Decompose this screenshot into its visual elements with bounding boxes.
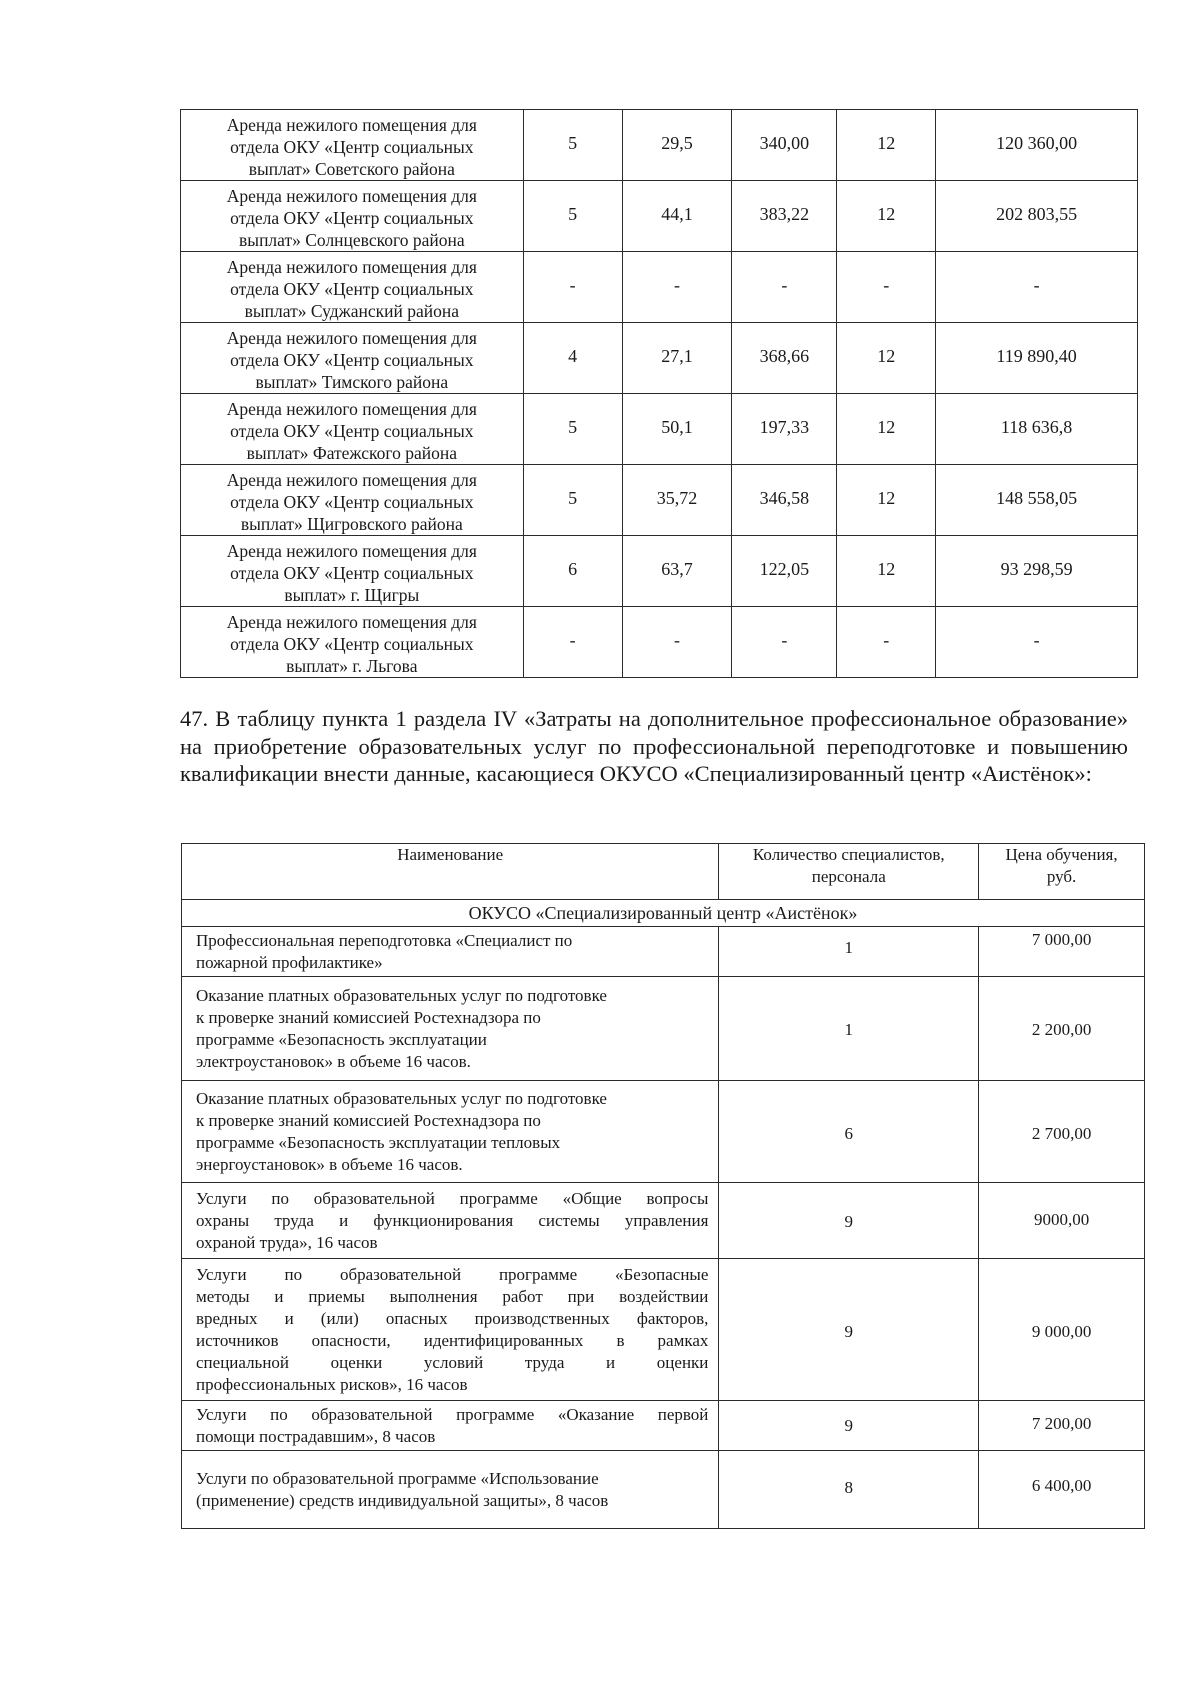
training-name-line: охраной труда», 16 часов (196, 1233, 378, 1252)
training-price-cell (979, 977, 1145, 1081)
training-price: 7 000,00 (1031, 930, 1092, 949)
training-name-line: вредных и (или) опасных производственных факторов, (196, 1309, 709, 1328)
rent-table-body (181, 110, 1138, 678)
training-qty-cell (719, 1451, 979, 1529)
training-name-line: методы и приемы выполнения работ при воздействии (196, 1287, 709, 1306)
training-row (182, 1183, 1145, 1259)
training-name-line: Услуги по образовательной программе «Общие вопросы (196, 1189, 709, 1208)
rent-name-line: отдела ОКУ «Центр социальных (230, 634, 474, 654)
rent-c4-cell: 12 (837, 110, 936, 181)
training-price: 7 200,00 (1031, 1414, 1092, 1433)
rent-row (181, 323, 1138, 394)
rent-name-line: отдела ОКУ «Центр социальных (230, 137, 474, 157)
rent-c5-cell: 120 360,00 (936, 110, 1138, 181)
training-name-line: программе «Безопасность эксплуатации (196, 1030, 487, 1049)
rent-c5-cell: - (936, 607, 1138, 678)
rent-c4-cell: - (837, 252, 936, 323)
rent-c1-cell: 4 (523, 323, 622, 394)
rent-c5-cell: 118 636,8 (936, 394, 1138, 465)
training-price-cell (979, 1451, 1145, 1529)
rent-c1-cell: - (523, 252, 622, 323)
training-name-line: охраны труда и функционирования системы управления (196, 1211, 709, 1230)
rent-c3-cell: 368,66 (732, 323, 837, 394)
training-qty: 8 (844, 1478, 854, 1497)
rent-c4-cell: 12 (837, 394, 936, 465)
rent-row (181, 536, 1138, 607)
training-name-cell (182, 977, 719, 1081)
rent-table (180, 109, 1138, 678)
training-name-cell (182, 927, 719, 977)
training-row (182, 1081, 1145, 1183)
training-price: 9000,00 (1033, 1210, 1090, 1229)
training-qty-cell (719, 977, 979, 1081)
rent-row (181, 181, 1138, 252)
training-name-line: помощи пострадавшим», 8 часов (196, 1427, 436, 1446)
training-qty: 6 (844, 1124, 854, 1143)
rent-c5-cell: 119 890,40 (936, 323, 1138, 394)
training-name-line: энергоустановок» в объеме 16 часов. (196, 1155, 463, 1174)
rent-name-line: Аренда нежилого помещения для (226, 186, 477, 206)
training-name-line: профессиональных рисков», 16 часов (196, 1375, 468, 1394)
training-name-line: Услуги по образовательной программе «Безопасные (196, 1265, 709, 1284)
training-name-cell (182, 1451, 719, 1529)
rent-c5-cell: 93 298,59 (936, 536, 1138, 607)
rent-c2-cell: 44,1 (622, 181, 732, 252)
training-price: 2 700,00 (1031, 1124, 1092, 1143)
training-name-cell (182, 1183, 719, 1259)
rent-c2-cell: 29,5 (622, 110, 732, 181)
rent-name-line: Аренда нежилого помещения для (226, 399, 477, 419)
rent-c1-cell: 5 (523, 181, 622, 252)
training-name-line: Услуги по образовательной программе «Оказание первой (196, 1405, 709, 1424)
training-price-cell (979, 927, 1145, 977)
rent-name-line: Аренда нежилого помещения для (226, 470, 477, 490)
rent-name-cell (181, 465, 524, 536)
rent-name-line: отдела ОКУ «Центр социальных (230, 492, 474, 512)
training-name-line: (применение) средств индивидуальной защиты», 8 часов (196, 1491, 609, 1510)
rent-name-line: отдела ОКУ «Центр социальных (230, 208, 474, 228)
training-name-line: к проверке знаний комиссией Ростехнадзора по (196, 1008, 541, 1027)
training-qty-cell (719, 927, 979, 977)
rent-c1-cell: 5 (523, 465, 622, 536)
training-qty: 1 (844, 938, 854, 957)
training-price-cell (979, 1081, 1145, 1183)
rent-c3-cell: 383,22 (732, 181, 837, 252)
training-name-line: Профессиональная переподготовка «Специалист по (196, 931, 573, 950)
rent-c3-cell: 340,00 (732, 110, 837, 181)
rent-row (181, 252, 1138, 323)
rent-c4-cell: - (837, 607, 936, 678)
training-name-line: программе «Безопасность эксплуатации тепловых (196, 1133, 561, 1152)
training-name-cell (182, 1081, 719, 1183)
training-qty: 9 (844, 1416, 854, 1435)
header-price: Цена обучения, руб. (979, 844, 1145, 900)
training-price-cell (979, 1259, 1145, 1401)
training-name-line: к проверке знаний комиссией Ростехнадзора по (196, 1111, 541, 1130)
rent-name-line: выплат» г. Щигры (284, 585, 420, 605)
rent-row (181, 110, 1138, 181)
rent-name-line: отдела ОКУ «Центр социальных (230, 421, 474, 441)
rent-c2-cell: 50,1 (622, 394, 732, 465)
training-name-line: источников опасности, идентифицированных в рамках (196, 1331, 709, 1350)
rent-name-line: Аренда нежилого помещения для (226, 612, 477, 632)
training-section-row (182, 900, 1145, 927)
rent-name-line: отдела ОКУ «Центр социальных (230, 279, 474, 299)
training-qty: 9 (844, 1212, 854, 1231)
header-name: Наименование (182, 844, 719, 900)
training-row (182, 1259, 1145, 1401)
rent-c1-cell: 5 (523, 110, 622, 181)
rent-c3-cell: - (732, 607, 837, 678)
training-name-line: электроустановок» в объеме 16 часов. (196, 1052, 471, 1071)
rent-row (181, 607, 1138, 678)
rent-name-cell (181, 323, 524, 394)
training-price: 9 000,00 (1031, 1322, 1092, 1341)
rent-name-line: Аренда нежилого помещения для (226, 541, 477, 561)
header-qty: Количество специалистов, персонала (719, 844, 979, 900)
rent-name-line: Аренда нежилого помещения для (226, 257, 477, 277)
rent-c3-cell: 122,05 (732, 536, 837, 607)
rent-c2-cell: 63,7 (622, 536, 732, 607)
section-title: ОКУСО «Специализированный центр «Аистёнок» (182, 900, 1145, 927)
rent-c5-cell: 202 803,55 (936, 181, 1138, 252)
rent-c5-cell: - (936, 252, 1138, 323)
rent-c4-cell: 12 (837, 181, 936, 252)
training-name-line: пожарной профилактике» (196, 953, 383, 972)
training-price-cell (979, 1183, 1145, 1259)
training-name-line: Оказание платных образовательных услуг по подготовке (196, 986, 607, 1005)
rent-c4-cell: 12 (837, 323, 936, 394)
rent-name-cell (181, 536, 524, 607)
rent-c3-cell: 346,58 (732, 465, 837, 536)
rent-name-line: выплат» Советского района (248, 159, 455, 179)
training-qty-cell (719, 1081, 979, 1183)
training-price-cell (979, 1401, 1145, 1451)
rent-c2-cell: - (622, 607, 732, 678)
training-header-row (182, 844, 1145, 900)
training-table-body (182, 844, 1145, 1529)
training-qty: 9 (844, 1322, 854, 1341)
rent-c2-cell: 27,1 (622, 323, 732, 394)
rent-name-line: отдела ОКУ «Центр социальных (230, 350, 474, 370)
rent-row (181, 394, 1138, 465)
rent-c5-cell: 148 558,05 (936, 465, 1138, 536)
rent-name-cell (181, 394, 524, 465)
rent-name-line: выплат» Суджанский района (244, 301, 459, 321)
rent-name-line: Аренда нежилого помещения для (226, 115, 477, 135)
rent-name-line: выплат» Тимского района (255, 372, 449, 392)
rent-name-line: отдела ОКУ «Центр социальных (230, 563, 474, 583)
rent-c1-cell: 5 (523, 394, 622, 465)
rent-c2-cell: 35,72 (622, 465, 732, 536)
training-row (182, 927, 1145, 977)
training-name-line: Оказание платных образовательных услуг по подготовке (196, 1089, 607, 1108)
rent-c3-cell: 197,33 (732, 394, 837, 465)
training-price: 6 400,00 (1031, 1476, 1092, 1495)
paragraph-47: 47. В таблицу пункта 1 раздела IV «Затраты на дополнительное профессиональное образование» на приобретение образовательных услуг по профессиональной переподготовке и повышению квалификации внести данные, касающиеся ОКУСО «Специализированный центр «Аистёнок»: (180, 706, 1128, 786)
rent-name-cell (181, 110, 524, 181)
rent-row (181, 465, 1138, 536)
training-price: 2 200,00 (1031, 1020, 1092, 1039)
rent-c1-cell: - (523, 607, 622, 678)
training-name-cell (182, 1401, 719, 1451)
training-qty-cell (719, 1401, 979, 1451)
training-table (181, 843, 1145, 1529)
rent-name-line: выплат» г. Льгова (286, 656, 418, 676)
rent-c4-cell: 12 (837, 536, 936, 607)
training-qty-cell (719, 1259, 979, 1401)
rent-name-cell (181, 252, 524, 323)
rent-c3-cell: - (732, 252, 837, 323)
training-name-line: Услуги по образовательной программе «Использование (196, 1469, 599, 1488)
rent-name-cell (181, 181, 524, 252)
training-qty: 1 (844, 1020, 854, 1039)
training-row (182, 1451, 1145, 1529)
rent-c1-cell: 6 (523, 536, 622, 607)
training-name-cell (182, 1259, 719, 1401)
training-row (182, 977, 1145, 1081)
training-qty-cell (719, 1183, 979, 1259)
rent-name-line: выплат» Солнцевского района (239, 230, 465, 250)
rent-c2-cell: - (622, 252, 732, 323)
training-name-line: специальной оценки условий труда и оценки (196, 1353, 709, 1372)
training-row (182, 1401, 1145, 1451)
rent-name-line: выплат» Щигровского района (240, 514, 463, 534)
rent-name-line: Аренда нежилого помещения для (226, 328, 477, 348)
rent-c4-cell: 12 (837, 465, 936, 536)
rent-name-line: выплат» Фатежского района (246, 443, 457, 463)
rent-name-cell (181, 607, 524, 678)
